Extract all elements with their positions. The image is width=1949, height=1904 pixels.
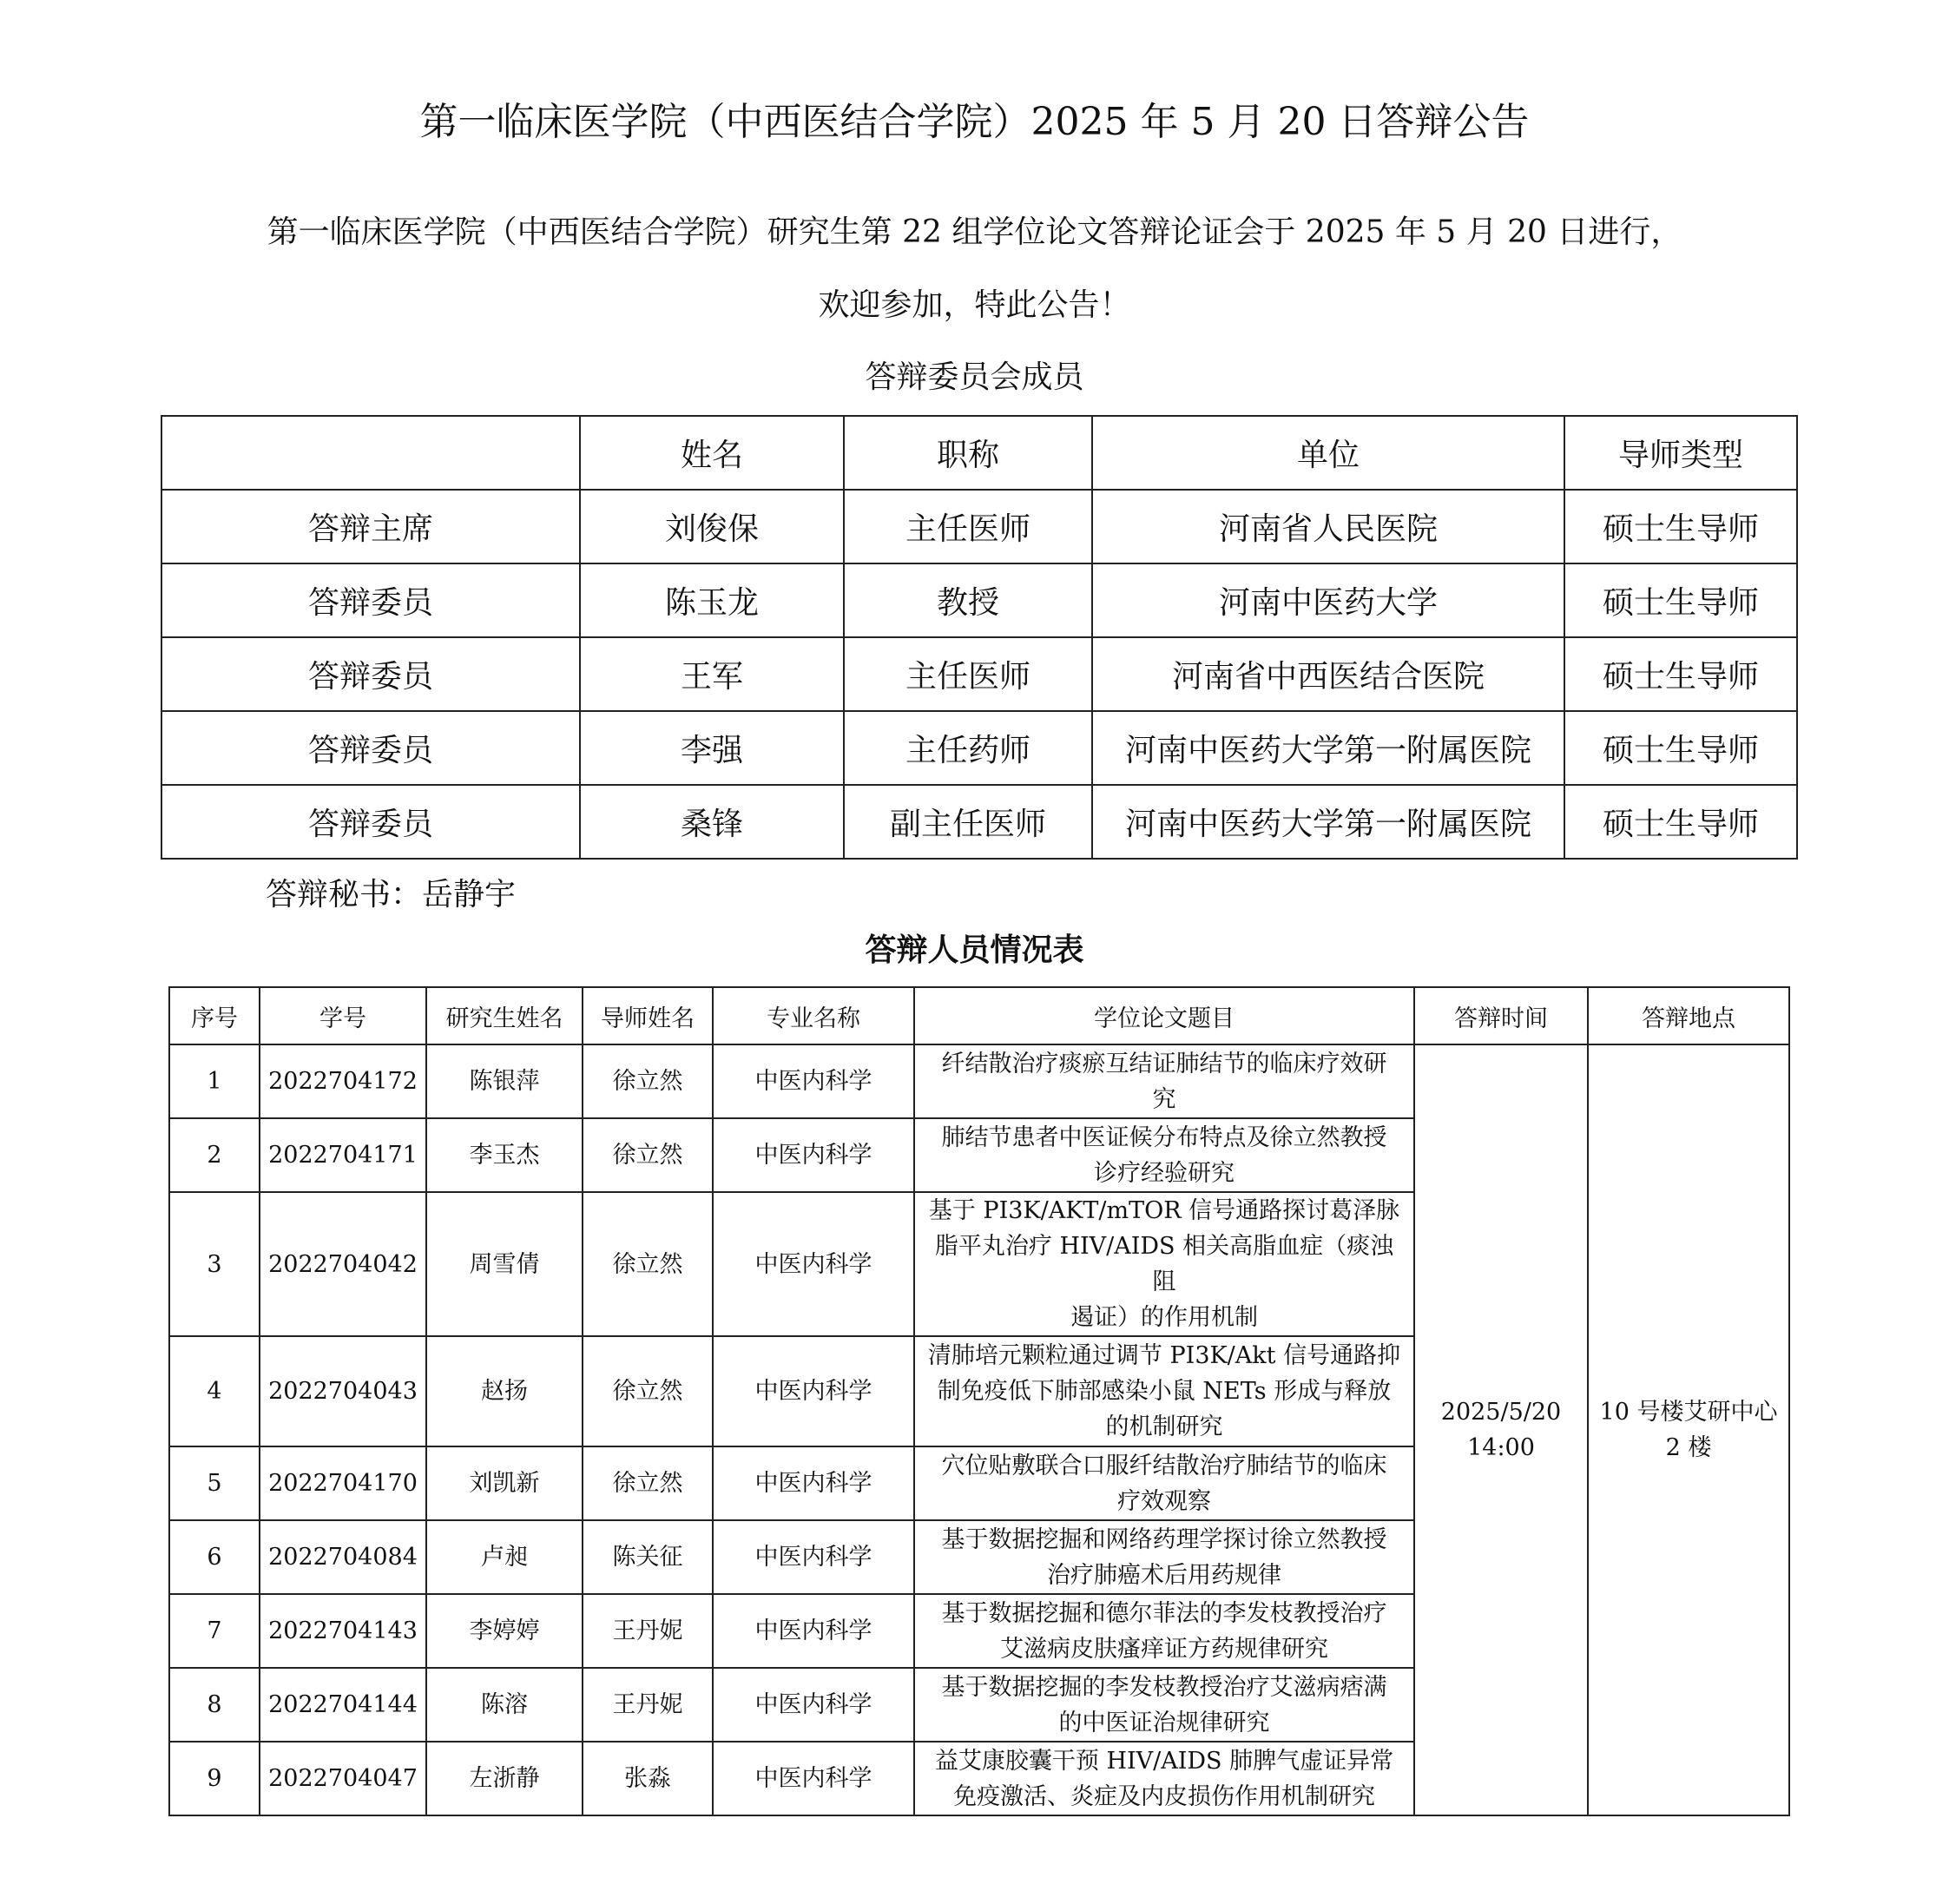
row-number: 8 <box>169 1668 260 1742</box>
students-header-cell: 导师姓名 <box>583 987 713 1044</box>
students-header-row <box>169 987 1789 1044</box>
committee-cell: 副主任医师 <box>844 785 1092 859</box>
student-name: 周雪倩 <box>426 1192 583 1336</box>
table-row <box>161 637 1797 711</box>
major-name: 中医内科学 <box>713 1336 914 1446</box>
student-id: 2022704170 <box>260 1446 426 1520</box>
committee-heading: 答辩委员会成员 <box>865 359 1084 395</box>
student-id: 2022704042 <box>260 1192 426 1336</box>
row-number: 5 <box>169 1446 260 1520</box>
student-name: 刘凯新 <box>426 1446 583 1520</box>
advisor-name: 徐立然 <box>583 1118 713 1192</box>
defense-location: 10 号楼艾研中心 2 楼 <box>1588 1044 1789 1815</box>
student-id: 2022704144 <box>260 1668 426 1742</box>
committee-cell: 河南省人民医院 <box>1092 490 1564 563</box>
committee-header-cell: 姓名 <box>580 416 844 490</box>
committee-cell: 河南中医药大学 <box>1092 563 1564 637</box>
committee-cell: 答辩委员 <box>161 711 580 785</box>
page-title: 第一临床医学院（中西医结合学院）2025 年 5 月 20 日答辩公告 <box>419 100 1530 144</box>
committee-cell: 李强 <box>580 711 844 785</box>
advisor-name: 张淼 <box>583 1742 713 1815</box>
committee-cell: 王军 <box>580 637 844 711</box>
students-header-cell: 答辩时间 <box>1414 987 1588 1044</box>
row-number: 2 <box>169 1118 260 1192</box>
student-id: 2022704043 <box>260 1336 426 1446</box>
student-name: 陈溶 <box>426 1668 583 1742</box>
advisor-name: 王丹妮 <box>583 1594 713 1668</box>
committee-header-cell <box>161 416 580 490</box>
advisor-name: 徐立然 <box>583 1192 713 1336</box>
student-id: 2022704084 <box>260 1520 426 1594</box>
intro-line-2: 欢迎参加，特此公告！ <box>818 287 1131 323</box>
major-name: 中医内科学 <box>713 1520 914 1594</box>
row-number: 9 <box>169 1742 260 1815</box>
advisor-name: 徐立然 <box>583 1336 713 1446</box>
committee-header-cell: 导师类型 <box>1564 416 1797 490</box>
student-name: 李婷婷 <box>426 1594 583 1668</box>
committee-cell: 硕士生导师 <box>1564 785 1797 859</box>
thesis-title: 纤结散治疗痰瘀互结证肺结节的临床疗效研 究 <box>914 1044 1414 1118</box>
thesis-title: 基于数据挖掘的李发枝教授治疗艾滋病痞满 的中医证治规律研究 <box>914 1668 1414 1742</box>
major-name: 中医内科学 <box>713 1192 914 1336</box>
table-row <box>161 711 1797 785</box>
row-number: 1 <box>169 1044 260 1118</box>
student-id: 2022704047 <box>260 1742 426 1815</box>
advisor-name: 徐立然 <box>583 1446 713 1520</box>
committee-cell: 主任医师 <box>844 490 1092 563</box>
student-id: 2022704172 <box>260 1044 426 1118</box>
committee-cell: 桑锋 <box>580 785 844 859</box>
major-name: 中医内科学 <box>713 1594 914 1668</box>
committee-header-row <box>161 416 1797 490</box>
student-name: 左浙静 <box>426 1742 583 1815</box>
table-row <box>161 785 1797 859</box>
students-header-cell: 专业名称 <box>713 987 914 1044</box>
student-name: 陈银萍 <box>426 1044 583 1118</box>
student-id: 2022704143 <box>260 1594 426 1668</box>
students-header-cell: 学号 <box>260 987 426 1044</box>
committee-cell: 答辩主席 <box>161 490 580 563</box>
committee-cell: 河南中医药大学第一附属医院 <box>1092 785 1564 859</box>
committee-cell: 硕士生导师 <box>1564 711 1797 785</box>
committee-cell: 答辩委员 <box>161 637 580 711</box>
major-name: 中医内科学 <box>713 1742 914 1815</box>
committee-header-cell: 职称 <box>844 416 1092 490</box>
major-name: 中医内科学 <box>713 1446 914 1520</box>
committee-cell: 硕士生导师 <box>1564 637 1797 711</box>
advisor-name: 王丹妮 <box>583 1668 713 1742</box>
student-name: 李玉杰 <box>426 1118 583 1192</box>
row-number: 3 <box>169 1192 260 1336</box>
intro-line-1: 第一临床医学院（中西医结合学院）研究生第 22 组学位论文答辩论证会于 2025 年 5 月 20 日进行， <box>267 214 1682 250</box>
secretary-line: 答辩秘书：岳静宇 <box>266 877 517 912</box>
thesis-title: 基于数据挖掘和德尔菲法的李发枝教授治疗 艾滋病皮肤瘙痒证方药规律研究 <box>914 1594 1414 1668</box>
table-row <box>161 563 1797 637</box>
table-row <box>161 490 1797 563</box>
committee-cell: 答辩委员 <box>161 785 580 859</box>
thesis-title: 穴位贴敷联合口服纤结散治疗肺结节的临床 疗效观察 <box>914 1446 1414 1520</box>
committee-cell: 陈玉龙 <box>580 563 844 637</box>
student-name: 卢昶 <box>426 1520 583 1594</box>
major-name: 中医内科学 <box>713 1118 914 1192</box>
thesis-title: 基于 PI3K/AKT/mTOR 信号通路探讨葛泽脉 脂平丸治疗 HIV/AIDS 相关高脂血症（痰浊阻 遏证）的作用机制 <box>914 1192 1414 1336</box>
committee-cell: 河南中医药大学第一附属医院 <box>1092 711 1564 785</box>
committee-header-cell: 单位 <box>1092 416 1564 490</box>
major-name: 中医内科学 <box>713 1668 914 1742</box>
advisor-name: 陈关征 <box>583 1520 713 1594</box>
defense-time: 2025/5/20 14:00 <box>1414 1044 1588 1815</box>
thesis-title: 肺结节患者中医证候分布特点及徐立然教授 诊疗经验研究 <box>914 1118 1414 1192</box>
row-number: 4 <box>169 1336 260 1446</box>
advisor-name: 徐立然 <box>583 1044 713 1118</box>
thesis-title: 益艾康胶囊干预 HIV/AIDS 肺脾气虚证异常 免疫激活、炎症及内皮损伤作用机制研究 <box>914 1742 1414 1815</box>
committee-cell: 主任药师 <box>844 711 1092 785</box>
committee-cell: 硕士生导师 <box>1564 490 1797 563</box>
student-name: 赵扬 <box>426 1336 583 1446</box>
row-number: 7 <box>169 1594 260 1668</box>
students-heading: 答辩人员情况表 <box>865 932 1084 968</box>
row-number: 6 <box>169 1520 260 1594</box>
committee-cell: 答辩委员 <box>161 563 580 637</box>
committee-cell: 主任医师 <box>844 637 1092 711</box>
major-name: 中医内科学 <box>713 1044 914 1118</box>
thesis-title: 基于数据挖掘和网络药理学探讨徐立然教授 治疗肺癌术后用药规律 <box>914 1520 1414 1594</box>
committee-cell: 硕士生导师 <box>1564 563 1797 637</box>
committee-table <box>161 415 1798 860</box>
students-header-cell: 学位论文题目 <box>914 987 1414 1044</box>
committee-cell: 刘俊保 <box>580 490 844 563</box>
students-header-cell: 研究生姓名 <box>426 987 583 1044</box>
students-header-cell: 答辩地点 <box>1588 987 1789 1044</box>
students-header-cell: 序号 <box>169 987 260 1044</box>
thesis-title: 清肺培元颗粒通过调节 PI3K/Akt 信号通路抑 制免疫低下肺部感染小鼠 NETs 形成与释放 的机制研究 <box>914 1336 1414 1446</box>
students-table <box>168 986 1790 1816</box>
student-id: 2022704171 <box>260 1118 426 1192</box>
committee-cell: 河南省中西医结合医院 <box>1092 637 1564 711</box>
committee-cell: 教授 <box>844 563 1092 637</box>
table-row <box>169 1044 1789 1118</box>
